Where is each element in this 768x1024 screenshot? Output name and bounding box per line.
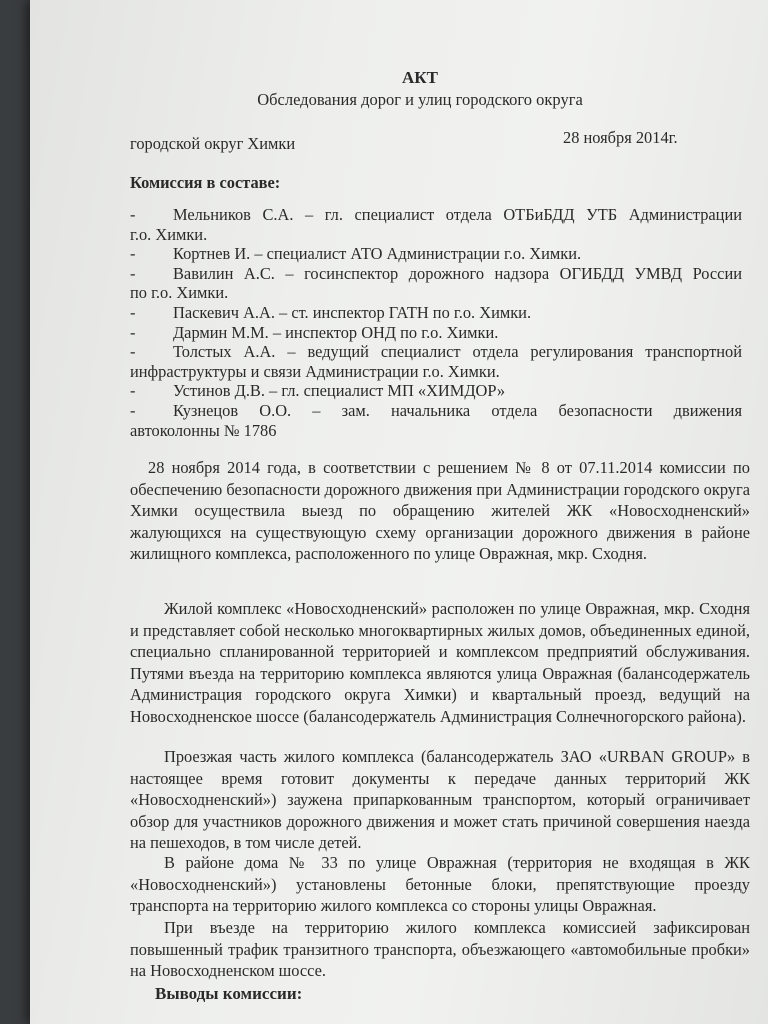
member-text: Толстых А.А. – ведущий специалист отдела регулирования транспортной [173, 342, 742, 362]
date-label: 28 ноября 2014г. [563, 128, 678, 147]
paragraph-complex-description: Жилой комплекс «Новосходненский» расположен по улице Овражная, мкр. Сходня и представляет собой несколько многоквартирных жилых домов, объединенных единой, специально спланированной территорией и комплексом предприятий обслуживания. Путями въезда на территорию комплекса являются улица Овражная (балансодержатель Администрация городского округа Химки) и квартальный проезд, ведущий на Новосходненское шоссе (балансодержатель Администрация Солнечногорского района). [130, 599, 750, 726]
member-item [130, 244, 742, 264]
document-title: АКТ [402, 68, 438, 87]
list-dash: - [130, 322, 136, 342]
paragraph-transit-traffic: При въезде на территорию жилого комплекса комиссией зафиксирован повышенный трафик транзитного транспорта, объезжающего «автомобильные пробки» на Новосходненском шоссе. [130, 918, 750, 980]
member-item [130, 401, 742, 440]
member-item [130, 264, 742, 303]
member-item [130, 303, 742, 323]
member-text: Кортнев И. – специалист АТО Администрации г.о. Химки. [173, 244, 582, 264]
member-text-cont: г.о. Химки. [130, 224, 208, 244]
document-subtitle: Обследования дорог и улиц городского округа [257, 90, 583, 109]
paragraph-roadway: Проезжая часть жилого комплекса (балансодержатель ЗАО «URBAN GROUP» в настоящее время готовит документы к передаче данных территорий ЖК «Новосходненский») заужена припаркованным транспортом, который ограничивает обзор для участников дорожного движения и может стать причиной совершения наезда на пешеходов, в том числе детей. [130, 747, 750, 852]
commission-heading: Комиссия в составе: [130, 173, 281, 192]
commission-members-list [130, 205, 742, 440]
list-dash: - [130, 302, 136, 322]
paragraph-inspection: 28 ноября 2014 года, в соответствии с решением № 8 от 07.11.2014 комиссии по обеспечению безопасности дорожного движения при Администрации городского округа Химки осуществила выезд по обращению жителей ЖК «Новосходненский» жалующихся на существующую схему организации дорожного движения в районе жилищного комплекса, расположенного по улице Овражная, мкр. Сходня. [130, 458, 750, 563]
member-text: Кузнецов О.О. – зам. начальника отдела безопасности движения [173, 400, 742, 420]
conclusions-heading: Выводы комиссии: [155, 984, 303, 1003]
list-dash: - [130, 244, 136, 264]
member-text: Вавилин А.С. – госинспектор дорожного надзора ОГИБДД УМВД России [173, 263, 742, 283]
member-item [130, 323, 742, 343]
member-text: Паскевич А.А. – ст. инспектор ГАТН по г.о. Химки. [173, 302, 532, 322]
list-dash: - [130, 263, 136, 283]
list-dash: - [130, 342, 136, 362]
paragraph-concrete-blocks: В районе дома № 33 по улице Овражная (территория не входящая в ЖК «Новосходненский») установлены бетонные блоки, препятствующие проезду транспорта на территорию жилого комплекса со стороны улицы Овражная. [130, 853, 750, 915]
list-dash: - [130, 205, 136, 224]
member-text: Устинов Д.В. – гл. специалист МП «ХИМДОР» [173, 381, 506, 401]
member-text-cont: по г.о. Химки. [130, 283, 229, 303]
member-text: Мельников С.А. – гл. специалист отдела ОТБиБДД УТБ Администрации [173, 205, 742, 224]
member-text-cont: инфраструктуры и связи Администрации г.о. Химки. [130, 361, 500, 381]
member-item [130, 205, 742, 244]
member-text-cont: автоколонны № 1786 [130, 420, 277, 440]
member-item [130, 342, 742, 381]
list-dash: - [130, 400, 136, 420]
place-label: городской округ Химки [130, 134, 296, 153]
list-dash: - [130, 381, 136, 401]
member-item [130, 381, 742, 401]
member-text: Дармин М.М. – инспектор ОНД по г.о. Химки. [173, 322, 499, 342]
document-page [30, 0, 768, 1024]
